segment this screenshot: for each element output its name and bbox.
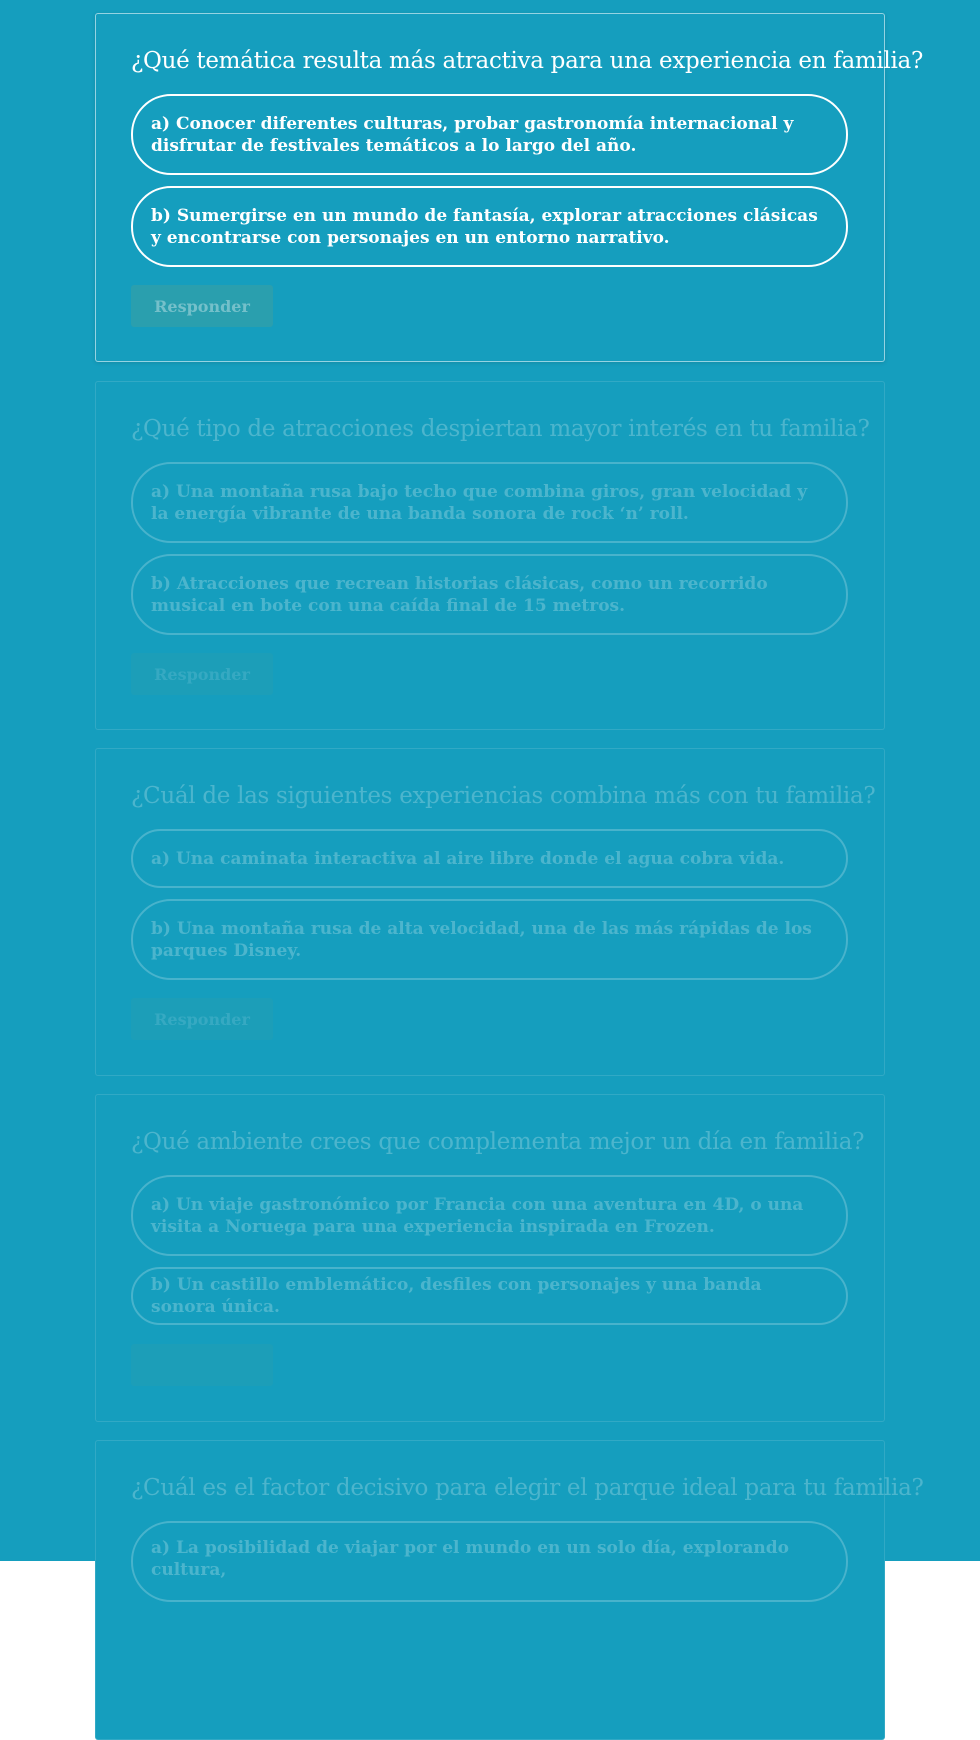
- option-b[interactable]: [131, 186, 848, 267]
- option-a[interactable]: [131, 94, 848, 175]
- answer-button[interactable]: [131, 1344, 273, 1386]
- answer-button[interactable]: Responder: [131, 653, 273, 695]
- option-a-label: a) Una caminata interactiva al aire libre donde el agua cobra vida.: [151, 848, 785, 869]
- answer-button[interactable]: Responder: [131, 998, 273, 1040]
- question-title: ¿Qué ambiente crees que complementa mejor un día en familia?: [131, 1129, 865, 1155]
- question-card-2: [95, 381, 885, 730]
- option-a-label: a) La posibilidad de viajar por el mundo en un solo día, explorando cultura,: [151, 1538, 789, 1580]
- option-b-label: b) Sumergirse en un mundo de fantasía, explorar atracciones clásicas y encontrarse con personajes en un entorno narrativo.: [151, 205, 818, 248]
- option-a[interactable]: [131, 462, 848, 543]
- option-b[interactable]: [131, 899, 848, 980]
- question-title: ¿Qué tipo de atracciones despiertan mayor interés en tu familia?: [131, 416, 870, 442]
- question-title: ¿Qué temática resulta más atractiva para una experiencia en familia?: [131, 48, 923, 74]
- option-b-label: b) Un castillo emblemático, desfiles con personajes y una banda sonora única.: [151, 1275, 762, 1317]
- question-title: ¿Cuál es el factor decisivo para elegir el parque ideal para tu familia?: [131, 1475, 924, 1501]
- option-a-label: a) Un viaje gastronómico por Francia con una aventura en 4D, o una visita a Noruega para una experiencia inspirada en Frozen.: [151, 1194, 804, 1237]
- option-a[interactable]: [131, 1521, 848, 1602]
- option-b-label: b) Una montaña rusa de alta velocidad, una de las más rápidas de los parques Disney.: [151, 918, 812, 961]
- option-a-label: a) Conocer diferentes culturas, probar gastronomía internacional y disfrutar de festivales temáticos a lo largo del año.: [151, 113, 794, 156]
- option-a-label: a) Una montaña rusa bajo techo que combina giros, gran velocidad y la energía vibrante de una banda sonora de rock ‘n’ roll.: [151, 481, 808, 524]
- question-card-5: [95, 1440, 924, 1740]
- question-card-4: [95, 1094, 885, 1422]
- question-card-3: [95, 748, 885, 1076]
- option-a[interactable]: [131, 1175, 848, 1256]
- option-b[interactable]: [131, 1267, 848, 1325]
- option-b-label: b) Atracciones que recrean historias clásicas, como un recorrido musical en bote con una caída final de 15 metros.: [151, 573, 768, 616]
- question-card-1: [95, 13, 923, 362]
- option-b[interactable]: [131, 554, 848, 635]
- question-title: ¿Cuál de las siguientes experiencias combina más con tu familia?: [131, 783, 876, 809]
- option-a[interactable]: [131, 829, 848, 888]
- answer-button[interactable]: Responder: [131, 285, 273, 327]
